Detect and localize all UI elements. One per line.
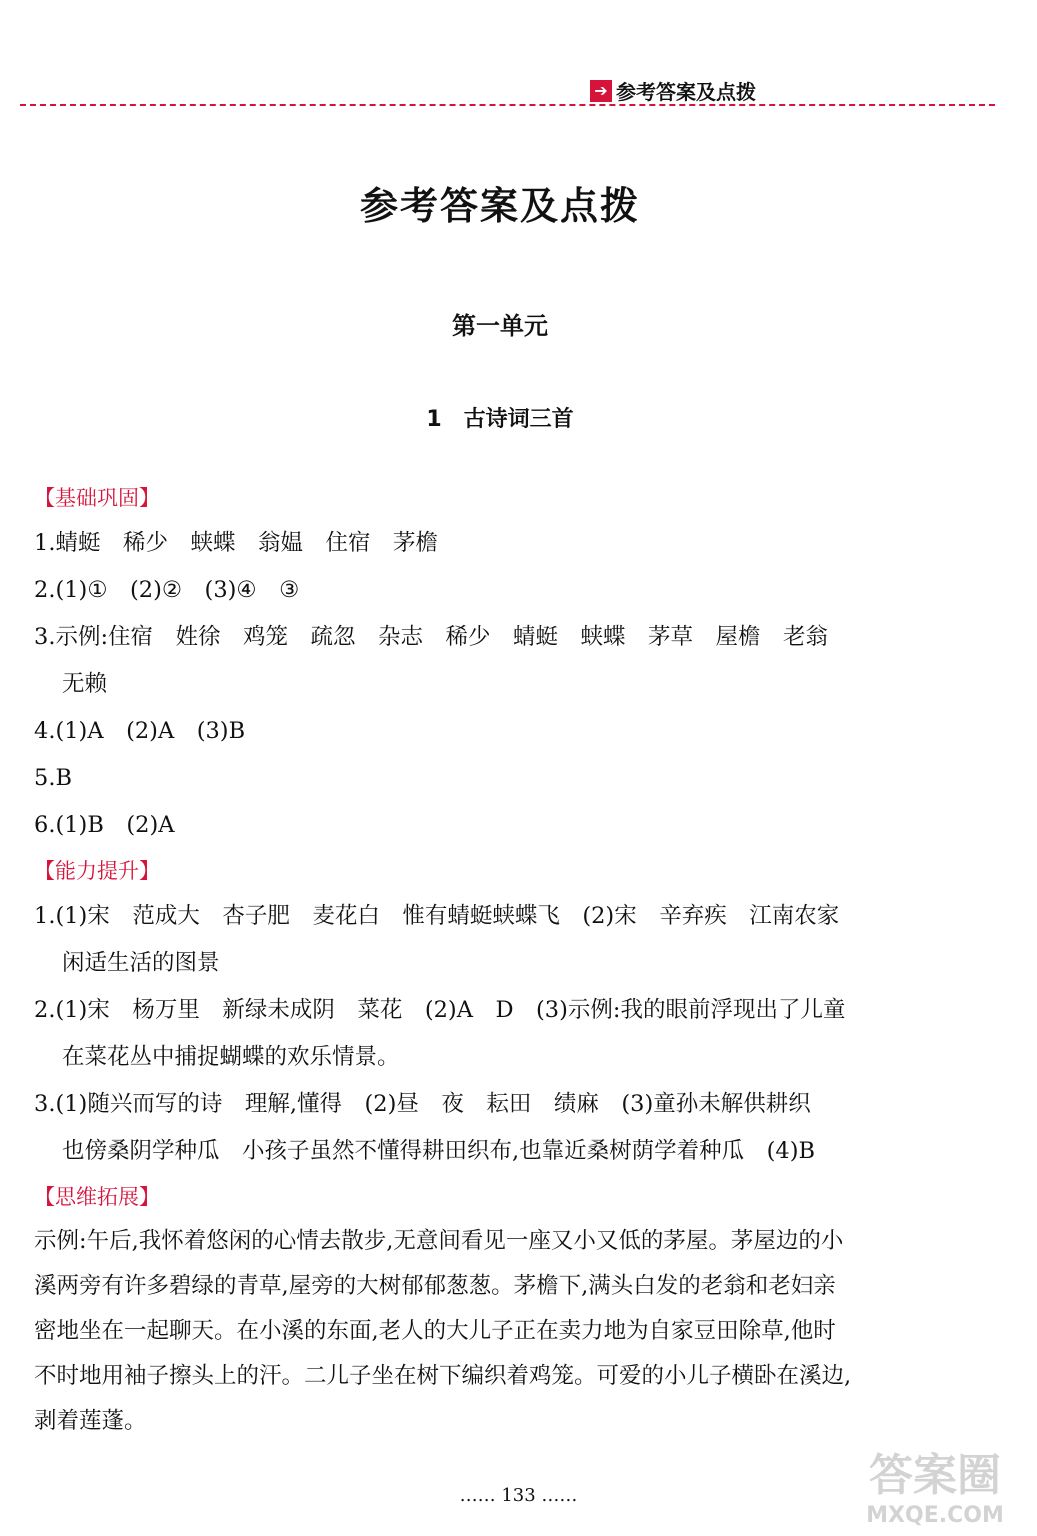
watermark-logo: [840, 1440, 1030, 1530]
answer-item: 3.示例:住宿 姓徐 鸡笼 疏忽 杂志 稀少 蜻蜓 蛱蝶 茅草 屋檐 老翁: [34, 624, 829, 650]
running-header-label: 参考答案及点拨: [616, 80, 756, 104]
lesson-name: 古诗词三首: [463, 407, 574, 432]
arrow-right-icon: ➔: [590, 80, 612, 102]
lesson-number: 1: [426, 407, 442, 432]
svg-text:答案圈: 答案圈: [869, 1450, 1001, 1501]
paragraph-line: 示例:午后,我怀着悠闲的心情去散步,无意间看见一座又小又低的茅屋。茅屋边的小: [34, 1228, 844, 1254]
answer-item: 3.(1)随兴而写的诗 理解,懂得 (2)昼 夜 耘田 绩麻 (3)童孙未解供耕织: [34, 1091, 811, 1117]
lesson-title: [0, 402, 1000, 433]
svg-text:MXQE.COM: MXQE.COM: [866, 1503, 1004, 1528]
answer-content: [34, 476, 984, 1444]
section-label-thinking: 【思维拓展】: [34, 1185, 160, 1209]
answer-item: 1.(1)宋 范成大 杏子肥 麦花白 惟有蜻蜓蛱蝶飞 (2)宋 辛弃疾 江南农家: [34, 903, 840, 929]
answer-item: 4.(1)A (2)A (3)B: [34, 718, 246, 744]
answer-item: 也傍桑阴学种瓜 小孩子虽然不懂得耕田织布,也靠近桑树荫学着种瓜 (4)B: [62, 1138, 816, 1164]
section-label-ability: 【能力提升】: [34, 859, 160, 883]
running-header: [590, 76, 756, 105]
answer-item: 2.(1)① (2)② (3)④ ③: [34, 577, 300, 603]
answer-item: 1.蜻蜓 稀少 蛱蝶 翁媪 住宿 茅檐: [34, 530, 438, 556]
answer-item: 无赖: [62, 671, 108, 697]
page-title: 参考答案及点拨: [359, 184, 640, 228]
paragraph-line: 剥着莲蓬。: [34, 1408, 147, 1434]
section-label-basic: 【基础巩固】: [34, 486, 160, 510]
paragraph-line: 密地坐在一起聊天。在小溪的东面,老人的大儿子正在卖力地为自家豆田除草,他时: [34, 1318, 836, 1344]
answer-item: 2.(1)宋 杨万里 新绿未成阴 菜花 (2)A D (3)示例:我的眼前浮现出了儿童: [34, 997, 846, 1023]
unit-title: 第一单元: [452, 312, 548, 340]
answer-item: 5.B: [34, 765, 73, 791]
answer-item: 6.(1)B (2)A: [34, 812, 175, 838]
page-number: …… 133 ……: [459, 1485, 578, 1506]
header-divider: [20, 104, 995, 106]
answer-item: 闲适生活的图景: [62, 950, 220, 976]
paragraph-line: 不时地用袖子擦头上的汗。二儿子坐在树下编织着鸡笼。可爱的小儿子横卧在溪边,: [34, 1363, 852, 1389]
answer-item: 在菜花丛中捕捉蝴蝶的欢乐情景。: [62, 1044, 400, 1070]
paragraph-line: 溪两旁有许多碧绿的青草,屋旁的大树郁郁葱葱。茅檐下,满头白发的老翁和老妇亲: [34, 1273, 836, 1299]
